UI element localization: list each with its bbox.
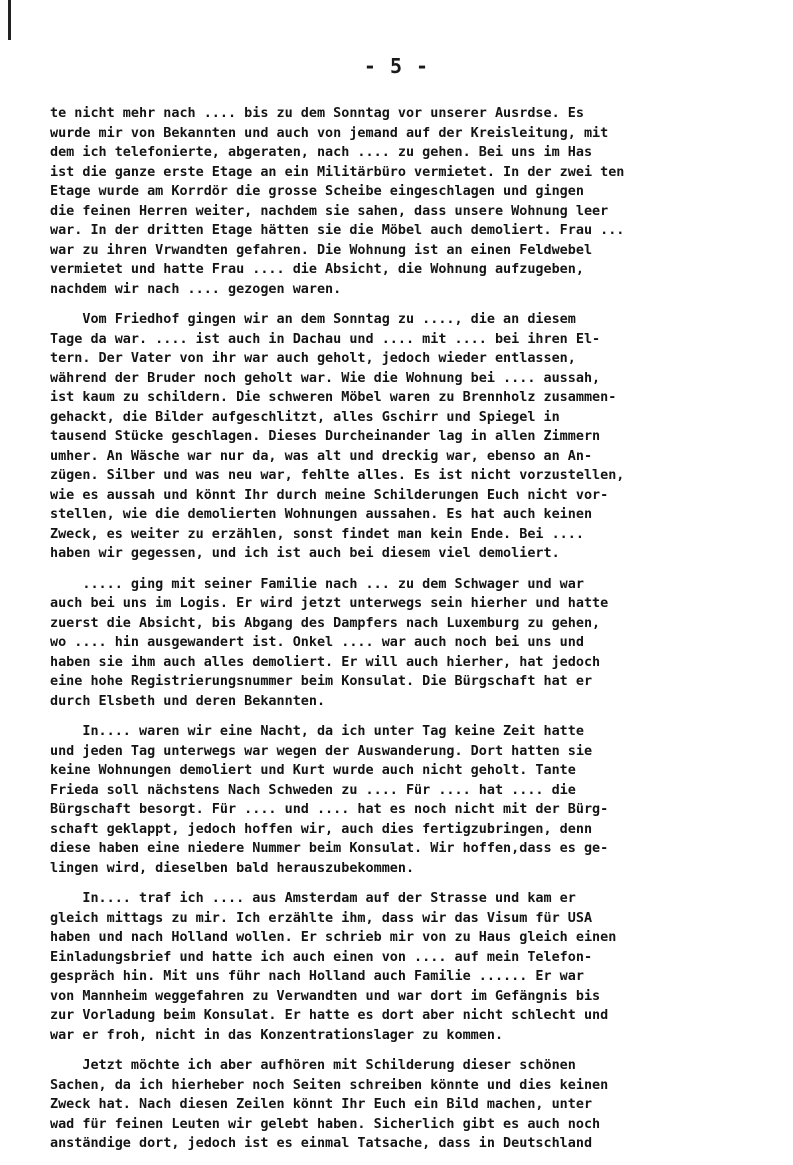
text-line: te nicht mehr nach .... bis zu dem Sonntag vor unserer Ausrdse. Es — [50, 106, 584, 121]
text-line: tausend Stücke geschlagen. Dieses Durcheinander lag in allen Zimmern — [50, 429, 601, 444]
text-line: ist kaum zu schildern. Die schweren Möbel waren zu Brennholz zusammen- — [50, 390, 617, 405]
text-line: war er froh, nicht in das Konzentrationslager zu kommen. — [50, 1027, 504, 1043]
text-line: Tage da war. .... ist auch in Dachau und .... mit .... bei ihren El- — [50, 331, 601, 347]
text-line: war zu ihren Vrwandten gefahren. Die Wohnung ist an einen Feldwebel — [50, 242, 593, 258]
text-line: haben sie ihm auch alles demoliert. Er will auch hierher, hat jedoch — [50, 654, 601, 670]
text-line: und jeden Tag unterwegs war wegen der Auswanderung. Dort hatten sie — [50, 743, 593, 759]
text-line: zügen. Silber und was neu war, fehlte alles. Es ist nicht vorzustellen, — [50, 468, 625, 483]
text-line: von Mannheim weggefahren zu Verwandten und war dort im Gefängnis bis — [50, 988, 601, 1004]
text-line: Sachen, da ich hierheber noch Seiten schreiben könnte und dies keinen — [50, 1077, 609, 1093]
text-line: gespräch hin. Mit uns führ nach Holland auch Familie ...... Er war — [50, 969, 584, 984]
text-line: haben wir gegessen, und ich ist auch bei diesem viel demoliert. — [50, 546, 560, 561]
text-line: dem ich telefonierte, abgeraten, nach .... zu gehen. Bei uns im Has — [50, 145, 593, 160]
text-line: Einladungsbrief und hatte ich auch einen von .... auf mein Telefon- — [50, 949, 593, 965]
text-line: tern. Der Vater von ihr war auch geholt, jedoch wieder entlassen, — [50, 351, 576, 366]
text-line: Zweck hat. Nach diesen Zeilen könnt Ihr Euch ein Bild machen, unter — [50, 1097, 593, 1112]
text-line: Etage wurde am Korrdör die grosse Scheibe eingeschlagen und gingen — [50, 184, 584, 199]
text-line: umher. An Wäsche war nur da, was alt und dreckig war, ebenso an An- — [50, 448, 593, 464]
text-line: auch bei uns im Logis. Er wird jetzt unterwegs sein hierher und hatte — [50, 596, 609, 611]
text-line: eine hohe Registrierungsnummer beim Konsulat. Die Bürgschaft hat er — [50, 674, 593, 689]
text-line: lingen wird, dieselben bald herauszubekommen. — [50, 860, 415, 876]
letter-body — [50, 104, 785, 1165]
paragraph — [50, 1056, 785, 1154]
text-line: wurde mir von Bekannten und auch von jemand auf der Kreisleitung, mit — [50, 125, 609, 141]
page-number: - 5 - — [363, 54, 430, 78]
text-line: stellen, wie die demolierten Wohnungen aussahen. Es hat auch keinen — [50, 507, 593, 522]
text-line: während der Bruder noch geholt war. Wie die Wohnung bei .... aussah, — [50, 370, 601, 386]
text-line: gehackt, die Bilder aufgeschlitzt, alles Gschirr und Spiegel in — [50, 409, 560, 425]
paragraph — [50, 310, 785, 564]
text-line: zuerst die Absicht, bis Abgang des Dampfers nach Luxemburg zu gehen, — [50, 615, 601, 631]
text-line: haben und nach Holland wollen. Er schrieb mir von zu Haus gleich einen — [50, 930, 617, 945]
paragraph — [50, 575, 785, 712]
paragraph — [50, 889, 785, 1045]
text-line: war. In der dritten Etage hätten sie die Möbel auch demoliert. Frau ... — [50, 223, 625, 238]
text-line: ..... ging mit seiner Familie nach ... zu dem Schwager und war — [50, 576, 584, 592]
text-line: diese haben eine niedere Nummer beim Konsulat. Wir hoffen,dass es ge- — [50, 841, 609, 856]
page-edge-mark — [8, 0, 11, 40]
text-line: Bürgschaft besorgt. Für .... und .... hat es noch nicht mit der Bürg- — [50, 802, 609, 817]
text-line: Jetzt möchte ich aber aufhören mit Schilderung dieser schönen — [50, 1058, 576, 1073]
paragraph — [50, 104, 785, 299]
paragraph — [50, 722, 785, 878]
text-line: schaft geklappt, jedoch hoffen wir, auch dies fertigzubringen, denn — [50, 821, 593, 837]
text-line: ist die ganze erste Etage an ein Militärbüro vermietet. In der zwei ten — [50, 164, 625, 180]
text-line: durch Elsbeth und deren Bekannten. — [50, 693, 326, 709]
text-line: gleich mittags zu mir. Ich erzählte ihm, dass wir das Visum für USA — [50, 910, 593, 926]
text-line: In.... waren wir eine Nacht, da ich unter Tag keine Zeit hatte — [50, 724, 584, 739]
text-line: keine Wohnungen demoliert und Kurt wurde auch nicht geholt. Tante — [50, 763, 576, 778]
text-line: Zweck, es weiter zu erzählen, sonst findet man kein Ende. Bei .... — [50, 526, 584, 542]
text-line: die feinen Herren weiter, nachdem sie sahen, dass unsere Wohnung leer — [50, 203, 609, 219]
text-line: Vom Friedhof gingen wir an dem Sonntag zu ...., die an diesem — [50, 312, 576, 327]
text-line: zur Vorladung beim Konsulat. Er hatte es dort aber nicht schlecht und — [50, 1008, 609, 1023]
text-line: Frieda soll nächstens Nach Schweden zu .... Für .... hat .... die — [50, 782, 576, 798]
text-line: vermietet und hatte Frau .... die Absicht, die Wohnung aufzugeben, — [50, 262, 584, 277]
text-line: wie es aussah und könnt Ihr durch meine Schilderungen Euch nicht vor- — [50, 487, 609, 503]
text-line: anständige dort, jedoch ist es einmal Tatsache, dass in Deutschland — [50, 1136, 593, 1151]
text-line: In.... traf ich .... aus Amsterdam auf der Strasse und kam er — [50, 891, 576, 906]
text-line: nachdem wir nach .... gezogen waren. — [50, 281, 342, 297]
text-line: wad für feinen Leuten wir gelebt haben. Sicherlich gibt es auch noch — [50, 1116, 601, 1132]
text-line: wo .... hin ausgewandert ist. Onkel .... war auch noch bei uns und — [50, 635, 584, 650]
